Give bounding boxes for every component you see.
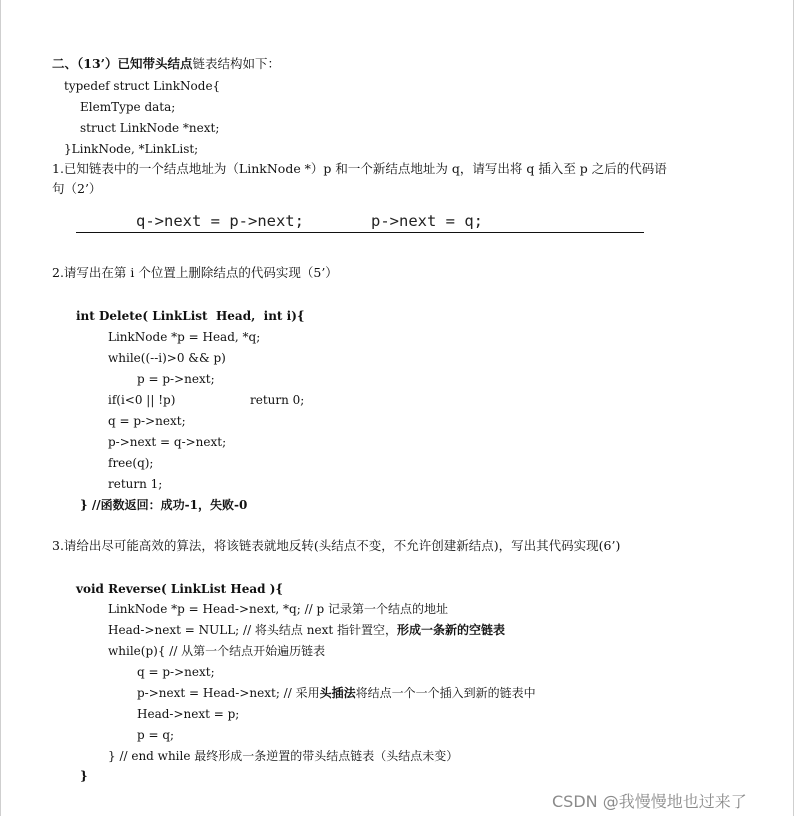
- part1-question-line1: 1.已知链表中的一个结点地址为（LinkNode *）p 和一个新结点地址为 q，请写出将 q 插入至 p 之后的代码语: [52, 161, 667, 176]
- reverse-line-8: } // end while 最终形成一条逆置的带头结点链表（头结点未变）: [108, 749, 459, 763]
- delete-line-4-return: return 0;: [250, 393, 305, 407]
- reverse-line-5-text: p->next = Head->next; // 采用: [137, 686, 320, 700]
- reverse-line-3: while(p){ // 从第一个结点开始遍历链表: [108, 644, 326, 658]
- reverse-line-7: p = q;: [137, 728, 175, 742]
- page-left-border: [0, 0, 1, 816]
- struct-line-4: }LinkNode, *LinkList;: [64, 142, 199, 156]
- delete-signature: int Delete( LinkList Head, int i){: [76, 309, 305, 323]
- title-prefix: 二、（13’）已知: [52, 56, 143, 71]
- reverse-line-4: q = p->next;: [137, 665, 215, 679]
- part1-question-line2: 句（2’）: [52, 181, 102, 196]
- reverse-line-2: [108, 624, 505, 636]
- part2-question: 2.请写出在第 i 个位置上删除结点的代码实现（5’）: [52, 265, 338, 280]
- question-title: [52, 58, 280, 71]
- reverse-line-5: [137, 687, 536, 699]
- answer-underline: [76, 232, 644, 233]
- struct-line-2: ElemType data;: [80, 100, 176, 114]
- reverse-line-5-rest: 将结点一个一个插入到新的链表中: [355, 686, 536, 700]
- reverse-line-6: Head->next = p;: [137, 707, 240, 721]
- part1-answer-a: q->next = p->next;: [136, 212, 304, 230]
- reverse-line-1: LinkNode *p = Head->next, *q; // p 记录第一个结点的地址: [108, 602, 448, 616]
- delete-line-4: if(i<0 || !p): [108, 393, 176, 407]
- delete-line-1: LinkNode *p = Head, *q;: [108, 330, 261, 344]
- struct-line-1: typedef struct LinkNode{: [64, 79, 221, 93]
- delete-line-3: p = p->next;: [137, 372, 215, 386]
- delete-line-7: free(q);: [108, 456, 154, 470]
- title-suffix: 链表结构如下：: [192, 56, 281, 71]
- delete-line-8: return 1;: [108, 477, 163, 491]
- reverse-closing: }: [80, 769, 88, 783]
- part1-answer-b: p->next = q;: [371, 212, 483, 230]
- struct-line-3: struct LinkNode *next;: [80, 121, 220, 135]
- delete-line-6: p->next = q->next;: [108, 435, 227, 449]
- reverse-line-2-text: Head->next = NULL; // 将头结点 next 指针置空，: [108, 623, 397, 637]
- reverse-line-5-bold: 头插法: [319, 686, 356, 700]
- reverse-line-2-bold: 形成一条新的空链表: [396, 623, 505, 637]
- delete-line-2: while((--i)>0 && p): [108, 351, 226, 365]
- title-bold: 带头结点: [142, 56, 193, 71]
- delete-closing: } //函数返回：成功-1，失败-0: [80, 498, 248, 512]
- delete-line-5: q = p->next;: [108, 414, 186, 428]
- csdn-watermark: CSDN @我慢慢地也过来了: [552, 792, 747, 811]
- part3-question: 3.请给出尽可能高效的算法，将该链表就地反转(头结点不变，不允许创建新结点)，写出其代码实现(6’): [52, 538, 621, 553]
- reverse-signature: void Reverse( LinkList Head ){: [76, 582, 284, 596]
